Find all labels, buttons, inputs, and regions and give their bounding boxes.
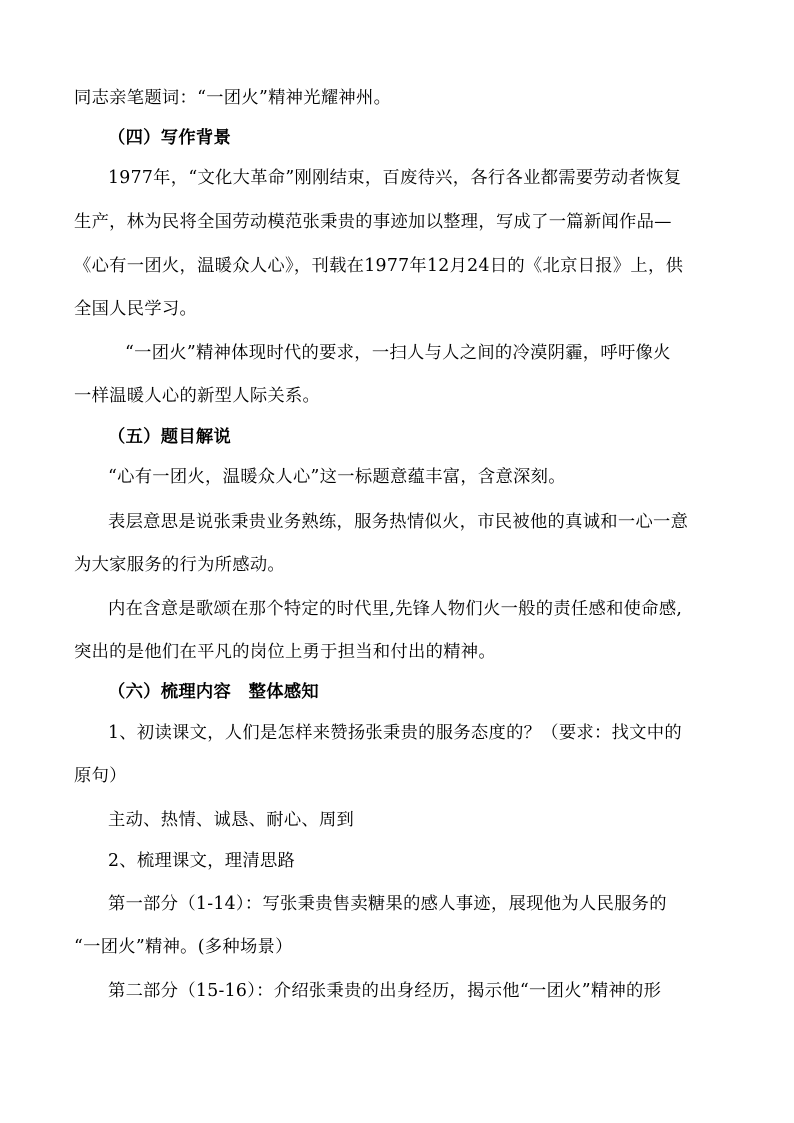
text-line: 1、初读课文，人们是怎样来赞扬张秉贵的服务态度的？（要求：找文中的 bbox=[108, 723, 682, 743]
text-line: 2、梳理课文，理清思路 bbox=[108, 851, 296, 871]
section-heading-6: （六）梳理内容 整体感知 bbox=[108, 682, 319, 702]
section-heading-5: （五）题目解说 bbox=[108, 427, 232, 447]
text-line: 第二部分（15-16）：介绍张秉贵的出身经历，揭示他“一团火”精神的形 bbox=[108, 981, 662, 1001]
text-line: 表层意思是说张秉贵业务熟练，服务热情似火，市民被他的真诚和一心一意 bbox=[108, 512, 689, 532]
text-line: 原句） bbox=[74, 766, 127, 786]
text-line: 《心有一团火，温暖众人心》，刊载在1977年12月24日的《北京日报》上，供 bbox=[74, 256, 684, 276]
text-line: 全国人民学习。 bbox=[74, 299, 198, 319]
text-line: 生产，林为民将全国劳动模范张秉贵的事迹加以整理，写成了一篇新闻作品— bbox=[74, 212, 672, 232]
text-line: “一团火”精神体现时代的要求，一扫人与人之间的冷漠阴霾，呼吁像火 bbox=[125, 343, 671, 363]
text-line: 同志亲笔题词：“一团火”精神光耀神州。 bbox=[74, 88, 392, 108]
text-line: 为大家服务的行为所感动。 bbox=[74, 555, 285, 575]
text-line: 1977年，“文化大革命”刚刚结束，百废待兴，各行各业都需要劳动者恢复 bbox=[108, 168, 682, 188]
section-heading-4: （四）写作背景 bbox=[108, 128, 232, 148]
text-line: 内在含意是歌颂在那个特定的时代里,先锋人物们火一般的责任感和使命感, bbox=[108, 599, 683, 619]
text-line: 主动、热情、诚恳、耐心、周到 bbox=[108, 810, 355, 830]
text-line: 突出的是他们在平凡的岗位上勇于担当和付出的精神。 bbox=[74, 642, 496, 662]
text-line: “心有一团火，温暖众人心”这一标题意蕴丰富，含意深刻。 bbox=[108, 467, 566, 487]
text-line: 一样温暖人心的新型人际关系。 bbox=[74, 386, 321, 406]
text-line: 第一部分（1-14）：写张秉贵售卖糖果的感人事迹，展现他为人民服务的 bbox=[108, 894, 667, 914]
text-line: “一团火”精神。(多种场景） bbox=[74, 937, 293, 957]
